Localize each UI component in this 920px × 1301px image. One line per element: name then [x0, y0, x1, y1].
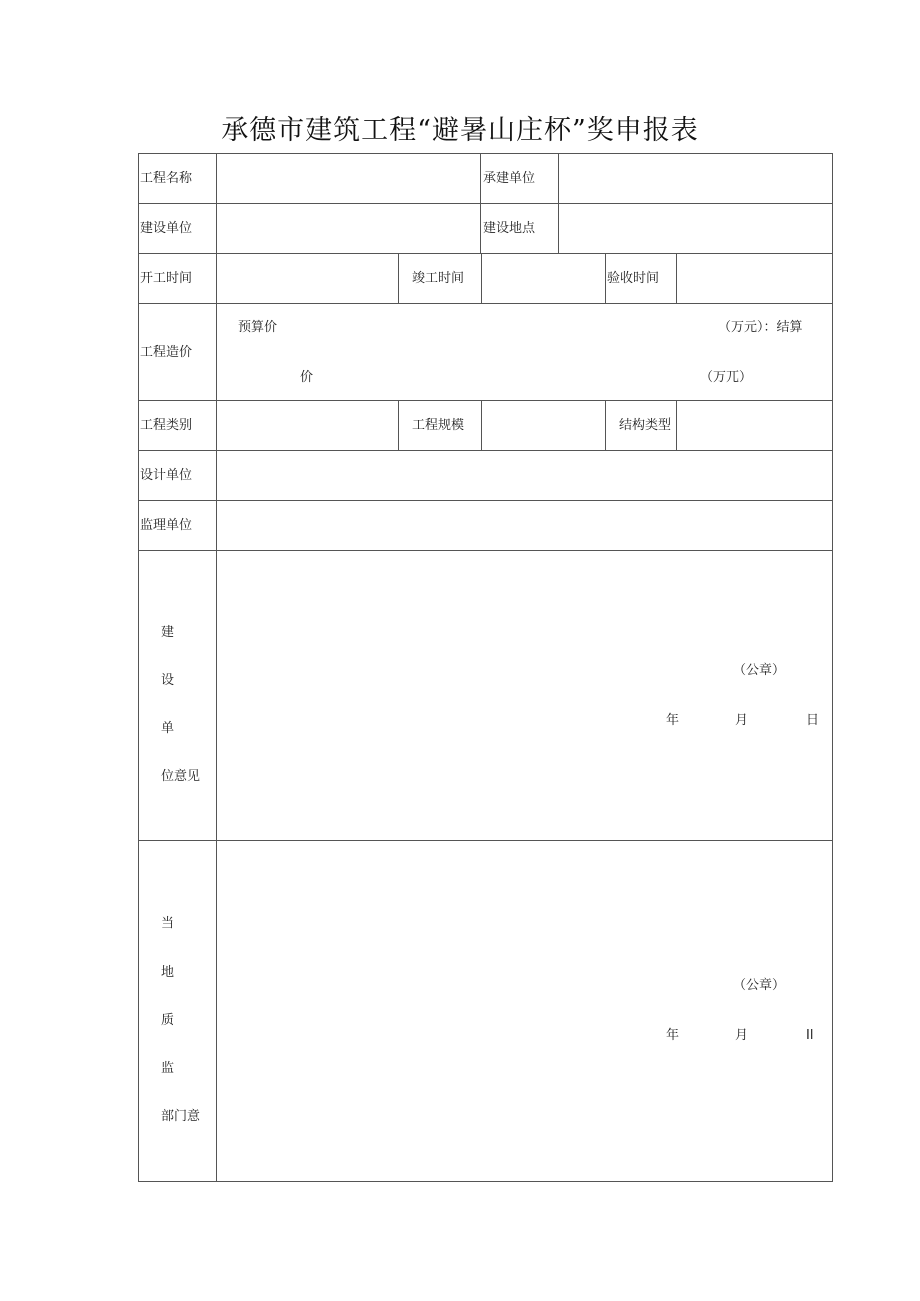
quality-date-month: 月 [735, 1028, 749, 1043]
project-name-label: 工程名称 [140, 171, 193, 186]
completion-time-field[interactable] [482, 254, 605, 303]
quality-date-day: Il [806, 1028, 814, 1043]
location-field[interactable] [559, 204, 832, 253]
cost-label: 工程造价 [140, 345, 193, 360]
developer-date-day: 日 [806, 713, 820, 728]
quality-opinion-label: 质 [161, 1013, 175, 1028]
location-label: 建设地点 [483, 221, 536, 236]
cell-divider [398, 400, 399, 450]
cell-divider [605, 400, 606, 450]
structure-type-label: 结构类型 [619, 418, 672, 433]
start-time-label: 开工时间 [140, 271, 193, 286]
developer-field[interactable] [217, 204, 480, 253]
supervision-unit-label: 监理单位 [140, 518, 193, 533]
row-divider [138, 303, 833, 304]
developer-seal-label: （公章） [733, 663, 786, 678]
developer-date-month: 月 [735, 713, 749, 728]
developer-opinion-label: 位意见 [161, 769, 201, 784]
table-border-bottom [138, 1181, 833, 1182]
design-unit-label: 设计单位 [140, 468, 193, 483]
scale-field[interactable] [482, 401, 605, 450]
quality-opinion-label: 当 [161, 916, 175, 931]
contractor-label: 承建单位 [483, 171, 536, 186]
budget-price-label: 预算价 [238, 320, 278, 335]
developer-opinion-area[interactable] [217, 551, 832, 840]
cell-divider [480, 153, 481, 253]
supervision-unit-field[interactable] [217, 501, 832, 550]
quality-opinion-label: 部门意 [161, 1109, 201, 1124]
budget-unit-settlement-label: （万元）：结算 [718, 320, 803, 335]
table-border-right [832, 153, 833, 1182]
quality-supervision-opinion-area[interactable] [217, 841, 832, 1181]
scale-label: 工程规模 [412, 418, 465, 433]
settlement-price-label: 价 [300, 370, 314, 385]
quality-seal-label: （公章） [733, 978, 786, 993]
structure-type-field[interactable] [677, 401, 832, 450]
developer-opinion-label: 单 [161, 721, 175, 736]
category-label: 工程类别 [140, 418, 193, 433]
contractor-field[interactable] [559, 154, 832, 203]
quality-date-year: 年 [666, 1028, 680, 1043]
category-field[interactable] [217, 401, 398, 450]
table-border-left [138, 153, 139, 1182]
form-title: 承德市建筑工程“避暑山庄杯”奖申报表 [221, 115, 699, 146]
project-name-field[interactable] [217, 154, 480, 203]
quality-opinion-label: 地 [161, 965, 175, 980]
developer-label: 建设单位 [140, 221, 193, 236]
developer-date-year: 年 [666, 713, 680, 728]
quality-opinion-label: 监 [161, 1061, 175, 1076]
acceptance-time-field[interactable] [677, 254, 832, 303]
developer-opinion-label: 设 [161, 673, 175, 688]
start-time-field[interactable] [217, 254, 398, 303]
completion-time-label: 竣工时间 [412, 271, 465, 286]
cell-divider [398, 253, 399, 303]
developer-opinion-label: 建 [161, 625, 175, 640]
acceptance-time-label: 验收时间 [607, 271, 660, 286]
cell-divider [605, 253, 606, 303]
settlement-unit-label: （万兀） [700, 370, 753, 385]
design-unit-field[interactable] [217, 451, 832, 500]
